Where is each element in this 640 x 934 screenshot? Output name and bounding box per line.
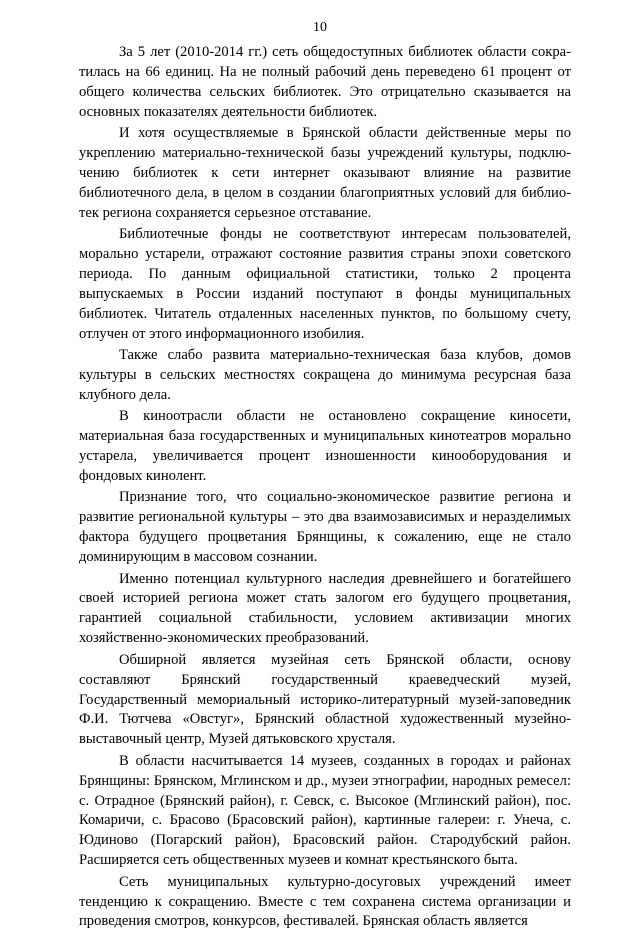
paragraph-museums-count: В области насчитывается 14 музеев, созданных в городах и районах Брянщины: Брянском, Мглинском и др., музеи этнографии, народных ремесел: с. Отрадное (Брянский район), г. Севск, с. Высокое (Мглинский район), пос. Комаричи, с. Брасово (Брасовский район), картинные галереи: г. Унеча, с. Юдиново (Погарский район), Брасовский район. Стародубский район. Расширяется сеть общественных музеев и комнат крестьянского быта. [79, 752, 571, 869]
paragraph-clubs: Также слабо развита материально-техническая база клубов, домов культуры в сельских местностях сокращена до минимума ресурсная база клубного дела. [79, 347, 571, 403]
paragraph-leisure-institutions: Сеть муниципальных культурно-досуговых учреждений имеет тенденцию к сокращению. Вместе с тем сохранена система организации и проведения смотров, конкурсов, фестивалей. Брянская область является [79, 873, 571, 930]
document-body [79, 43, 571, 934]
page-number: 10 [313, 20, 327, 35]
paragraph-cinema: В киноотрасли области не остановлено сокращение киносети, материальная база государственных и муниципальных кинотеатров морально устарела, увеличивается процент изношенности кинооборудования и фондовых кинолент. [79, 408, 571, 485]
paragraph-regional-culture: Признание того, что социально-экономическое развитие региона и развитие региональной культуры – это два взаимозависимых и неразделимых фактора будущего процветания Брянщины, к сожалению, еще не стало доминирующим в массовом сознании. [79, 489, 571, 566]
paragraph-library-network: За 5 лет (2010-2014 гг.) сеть общедоступных библиотек области сократилась на 66 единиц. На не полный рабочий день переведено 61 процент от общего количества сельских библиотек. Это отрицательно сказывается на основных показателях деятельности библиотек. [79, 44, 571, 120]
paragraph-library-lag: И хотя осуществляемые в Брянской области действенные меры по укреплению материально-технической базы учреждений культуры, подключению библиотек к сети интернет оказывают влияние на развитие библиотечного дела, в целом в создании благоприятных условий для библиотек региона сохраняется серьезное отставание. [79, 125, 571, 221]
paragraph-cultural-heritage: Именно потенциал культурного наследия древнейшего и богатейшего своей историей региона может стать залогом его будущего процветания, гарантией социальной стабильности, условием активизации многих хозяйственно-экономических преобразований. [79, 570, 571, 647]
paragraph-museum-network: Обширной является музейная сеть Брянской области, основу составляют Брянский государственный краеведческий музей, Государственный мемориальный историко-литературный музей-заповедник Ф.И. Тютчева «Овстуг», Брянский областной художественный музейно-выставочный центр, Музей дятьковского хрусталя. [79, 651, 571, 748]
paragraph-library-funds: Библиотечные фонды не соответствуют интересам пользователей, морально устарели, отражают состояние развития страны эпохи советского периода. По данным официальной статистики, только 2 процента выпускаемых в России изданий поступают в фонды муниципальных библиотек. Читатель отдаленных населенных пунктов, по большому счету, отлучен от этого информационного изобилия. [79, 226, 571, 342]
